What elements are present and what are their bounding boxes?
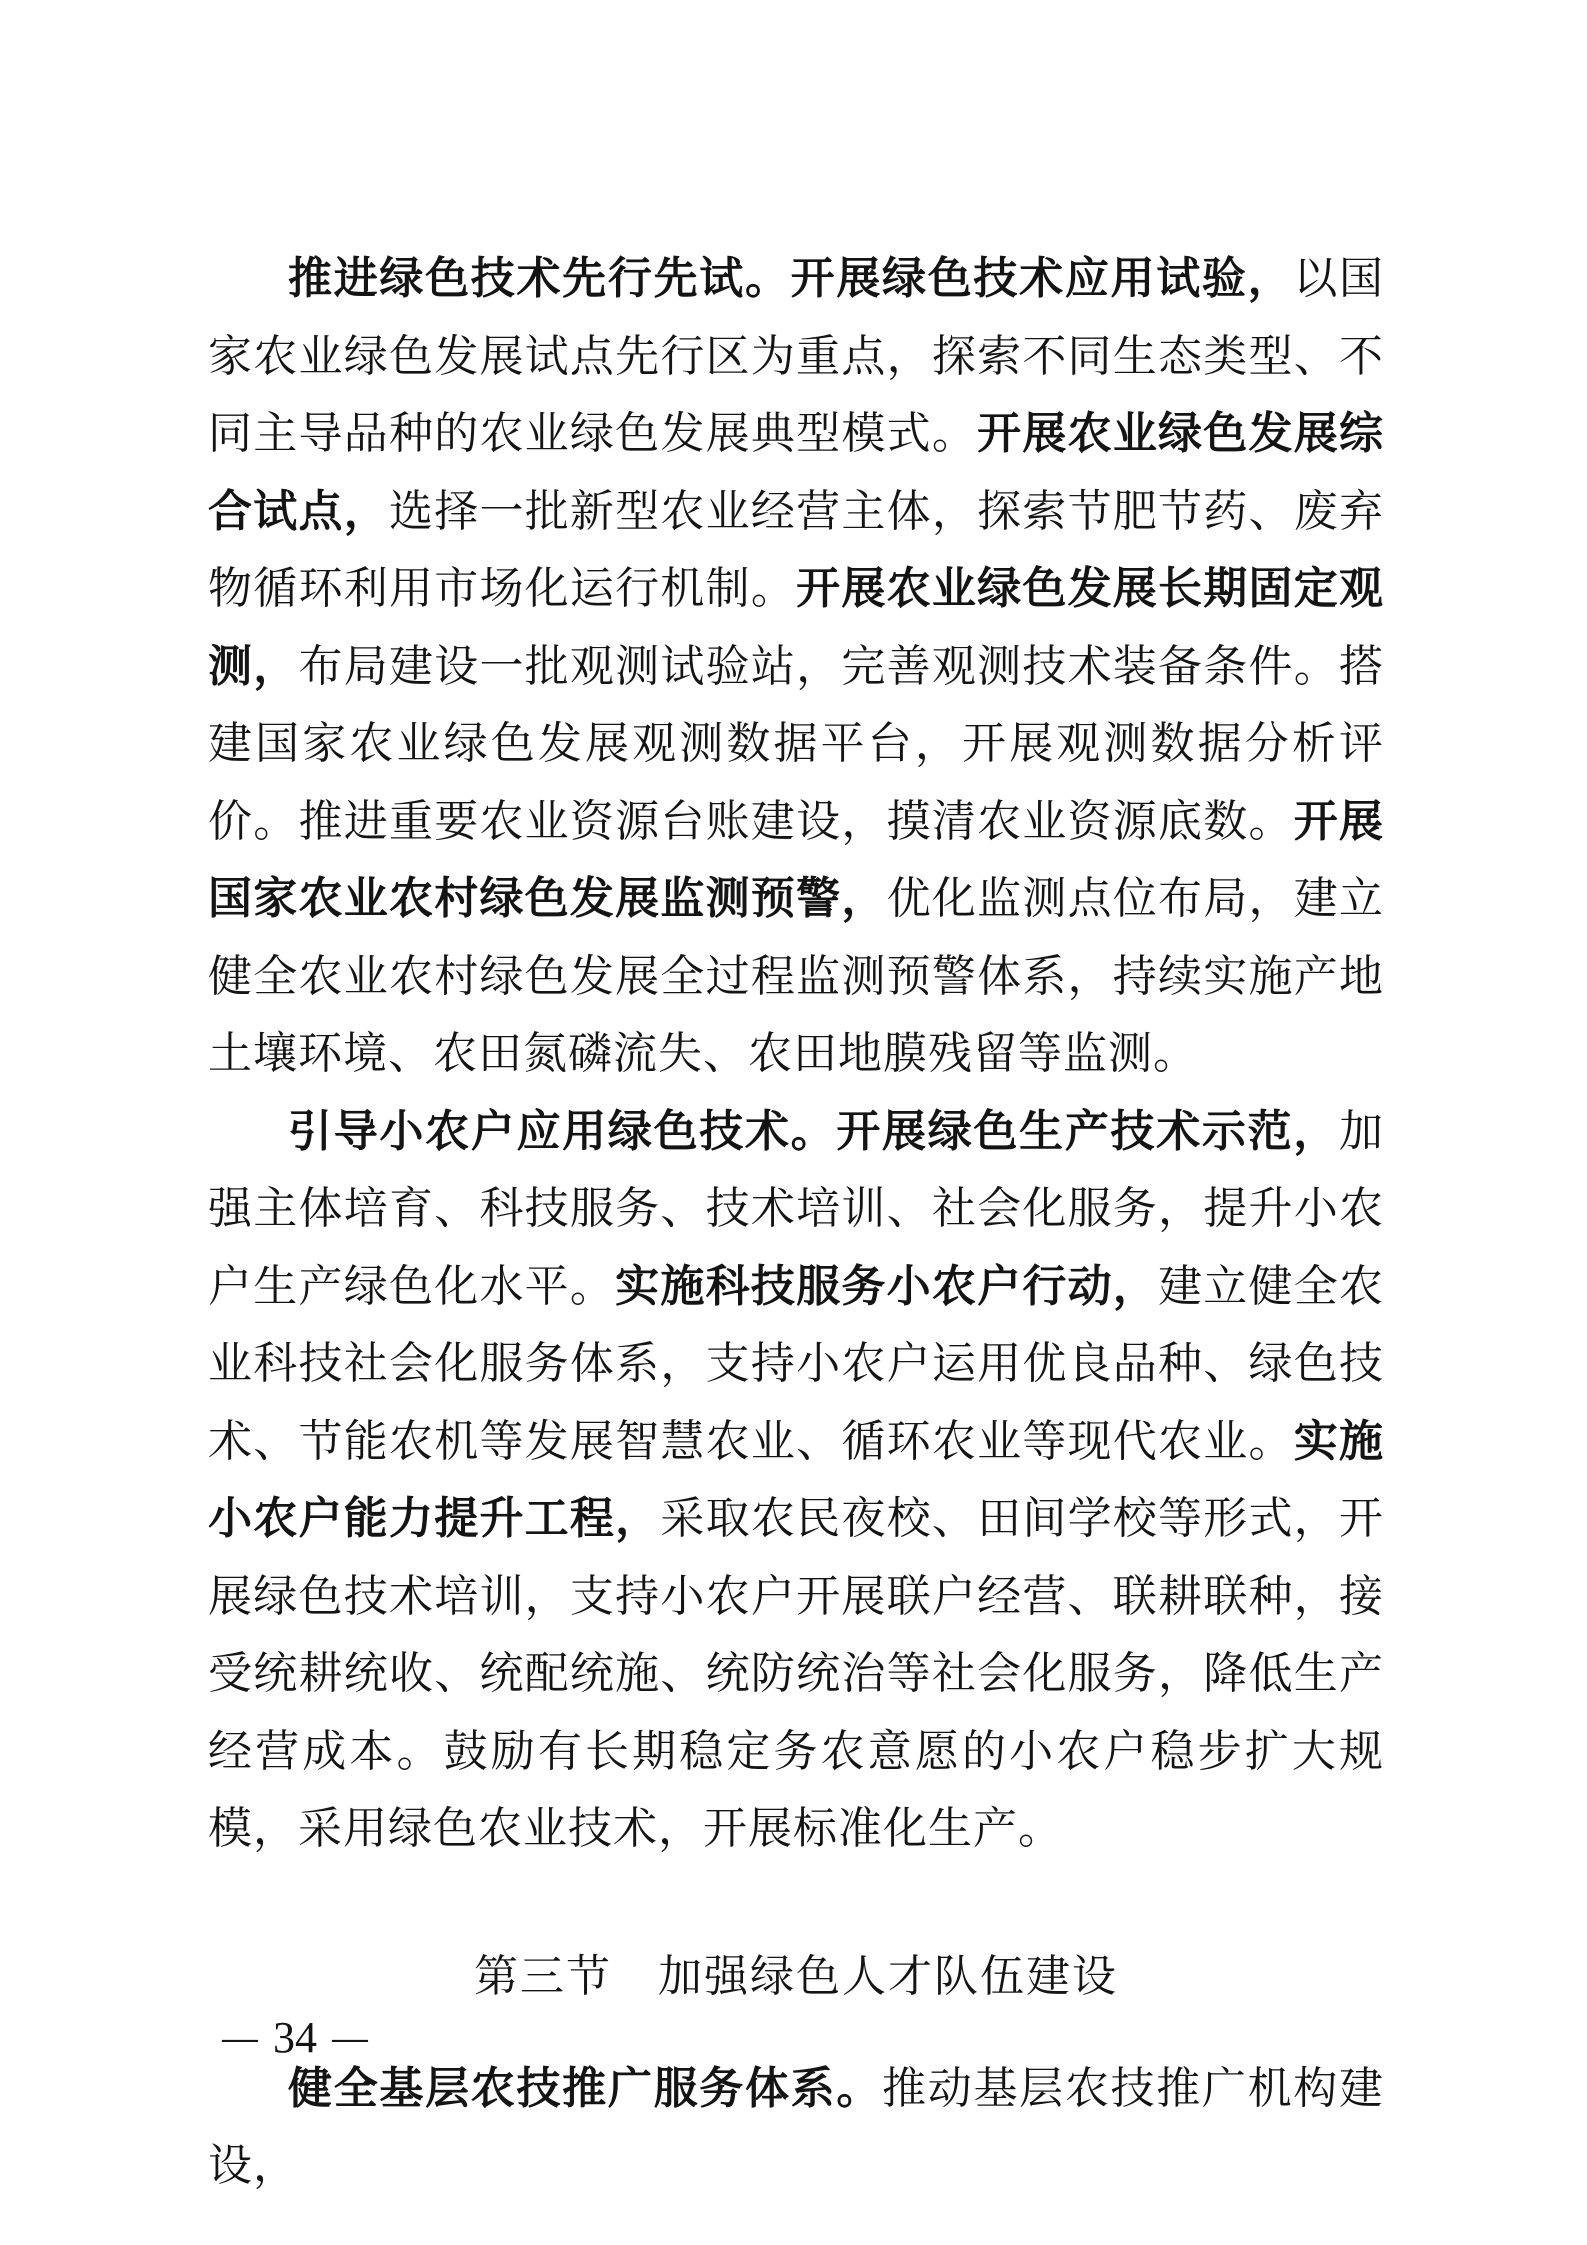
emphasis-run: 实施小农户能力提升工程， — [208, 1416, 1385, 1543]
emphasis-run: 推进绿色技术先行先试。开展绿色技术应用试验， — [288, 254, 1294, 303]
paragraph — [208, 1093, 1384, 1868]
text-run: 优化监测点位布局，建立健全农业农村绿色发展全过程监测预警体系，持续实施产地土壤环境、农田氮磷流失、农田地膜残留等监测。 — [208, 874, 1385, 1078]
emphasis-run: 开展农业绿色发展综合试点， — [208, 409, 1385, 536]
emphasis-run: 引导小农户应用绿色技术。开展绿色生产技术示范， — [288, 1106, 1339, 1156]
footer-dash-right: — — [332, 2015, 368, 2061]
emphasis-run: 开展国家农业农村绿色发展监测预警， — [208, 796, 1385, 923]
text-run: 加强主体培育、科技服务、技术培训、社会化服务，提升小农户生产绿色化水平。 — [208, 1106, 1384, 1311]
text-run: 建立健全农业科技社会化服务体系，支持小农户运用优良品种、绿色技术、节能农机等发展智慧农业、循环农业等现代农业。 — [208, 1261, 1385, 1466]
paragraph — [208, 2050, 1384, 2205]
document-body — [208, 240, 1384, 2205]
emphasis-run: 健全基层农技推广服务体系。 — [288, 2063, 883, 2113]
paragraph — [208, 240, 1384, 1093]
emphasis-run: 实施科技服务小农户行动， — [615, 1261, 1159, 1311]
text-run: 布局建设一批观测试验站，完善观测技术装备条件。搭建国家农业绿色发展观测数据平台，开展观测数据分析评价。推进重要农业资源台账建设，摸清农业资源底数。 — [208, 641, 1385, 846]
text-run: 选择一批新型农业经营主体，探索节肥节药、废弃物循环利用市场化运行机制。 — [208, 486, 1385, 613]
text-run: 以国家农业绿色发展试点先行区为重点，探索不同生态类型、不同主导品种的农业绿色发展典型模式。 — [208, 254, 1385, 458]
section-heading: 第三节 加强绿色人才队伍建设 — [474, 1951, 1118, 2001]
page-footer — [219, 2008, 371, 2068]
page-number: 34 — [273, 2013, 317, 2062]
text-run: 推动基层农技推广机构建设， — [208, 2063, 1385, 2190]
text-run: 采取农民夜校、田间学校等形式，开展绿色技术培训，支持小农户开展联户经营、联耕联种，接受统耕统收、统配统施、统防统治等社会化服务，降低生产经营成本。鼓励有长期稳定务农意愿的小农户稳步扩大规模，采用绿色农业技术，开展标准化生产。 — [208, 1494, 1385, 1853]
emphasis-run: 开展农业绿色发展长期固定观测， — [208, 564, 1385, 691]
footer-dash-left: — — [222, 2015, 258, 2061]
